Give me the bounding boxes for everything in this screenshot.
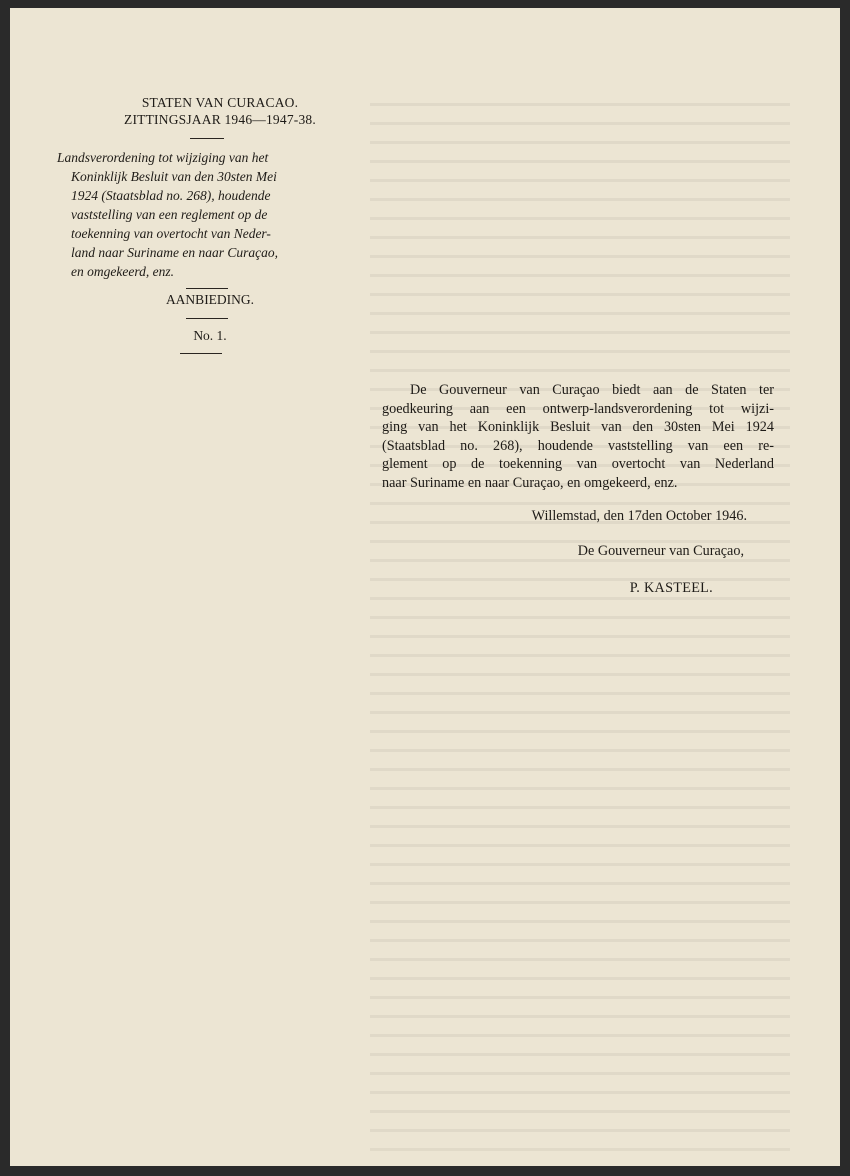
body-line: (Staatsblad no. 268), houdende vaststelling van een re- xyxy=(382,437,774,454)
header-title: STATEN VAN CURACAO. xyxy=(141,95,299,110)
divider-rule xyxy=(186,318,228,319)
place-date: Willemstad, den 17den October 1946. xyxy=(531,508,747,524)
subject-line: en omgekeerd, enz. xyxy=(71,264,174,279)
body-line: glement op de toekenning van overtocht van Nederland xyxy=(382,456,774,473)
body-paragraph xyxy=(382,381,774,493)
body-line: ging van het Koninklijk Besluit van den 30sten Mei 1924 xyxy=(382,419,774,436)
signatory-title: De Gouverneur van Curaçao, xyxy=(577,543,744,559)
header-session: ZITTINGSJAAR 1946—1947-38. xyxy=(124,112,316,127)
divider-rule xyxy=(190,138,224,139)
document-type: AANBIEDING. xyxy=(165,292,255,307)
bleed-through-texture xyxy=(370,103,790,1103)
divider-rule xyxy=(180,353,222,354)
subject-line: Landsverordening tot wijziging van het xyxy=(57,150,269,165)
body-line: goedkeuring aan een ontwerp-landsverordening tot wijzi- xyxy=(382,400,774,417)
document-page xyxy=(10,8,840,1166)
signatory-name: P. KASTEEL. xyxy=(629,580,713,596)
subject-line: Koninklijk Besluit van den 30sten Mei xyxy=(71,169,277,184)
document-number: No. 1. xyxy=(193,328,227,343)
subject-description xyxy=(57,148,347,281)
subject-line: land naar Suriname en naar Curaçao, xyxy=(71,245,278,260)
subject-line: toekenning van overtocht van Neder- xyxy=(71,226,271,241)
body-line: naar Suriname en naar Curaçao, en omgekeerd, enz. xyxy=(382,474,678,491)
subject-line: vaststelling van een reglement op de xyxy=(71,207,268,222)
divider-rule xyxy=(186,288,228,289)
body-line: De Gouverneur van Curaçao biedt aan de Staten ter xyxy=(410,382,774,398)
subject-line: 1924 (Staatsblad no. 268), houdende xyxy=(71,188,271,203)
